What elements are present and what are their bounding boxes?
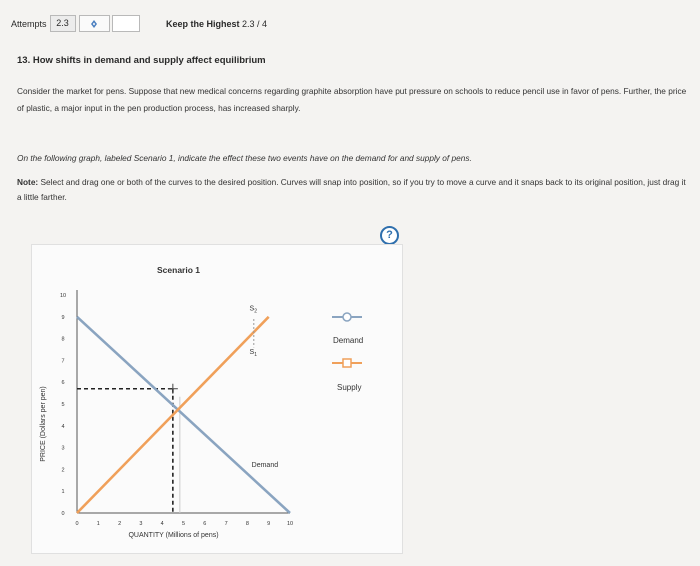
question-paragraph: Consider the market for pens. Suppose that new medical concerns regarding graphite absorption have put pressure on schools to reduce pencil use in favor of pens. Further, the price of plastic, a major input in the pen production process, has increased sharply. xyxy=(17,86,687,113)
x-tick-label-9: 9 xyxy=(267,521,271,527)
diamond-arrows-icon xyxy=(89,19,99,29)
curve-label-1: $S_1$ xyxy=(249,348,257,358)
graph-instruction: On the following graph, labeled Scenario 1, indicate the effect these two events have on the demand for and supply of pens. xyxy=(17,153,472,163)
x-tick-label-6: 6 xyxy=(203,521,207,527)
x-axis-label: QUANTITY (Millions of pens) xyxy=(128,532,219,539)
y-tick-label-10: 10 xyxy=(59,293,67,299)
attempts-label: Attempts xyxy=(11,18,47,29)
question-title: 13. How shifts in demand and supply affect equilibrium xyxy=(17,55,266,66)
y-tick-label-4: 4 xyxy=(61,423,65,430)
y-tick-label-3: 3 xyxy=(61,445,65,452)
y-tick-label-7: 7 xyxy=(61,358,65,365)
scenario-graph xyxy=(32,245,402,553)
y-tick-label-5: 5 xyxy=(61,402,65,408)
y-tick-label-0: 0 xyxy=(61,511,65,517)
demand-curve[interactable] xyxy=(77,317,290,513)
x-tick-label-7: 7 xyxy=(224,521,228,527)
curve-label-0: $S_2$ xyxy=(249,305,257,315)
attempt-extra-box[interactable] xyxy=(112,15,140,32)
x-tick-label-5: 5 xyxy=(181,521,186,527)
x-tick-label-10: 10 xyxy=(286,521,294,527)
x-tick-label-8: 8 xyxy=(245,521,249,527)
note xyxy=(17,175,692,205)
x-tick-label-2: 2 xyxy=(118,521,122,527)
y-tick-label-2: 2 xyxy=(61,467,65,474)
x-tick-label-1: 1 xyxy=(96,521,100,527)
curve-label-2: Demand xyxy=(251,462,279,470)
graph-panel xyxy=(31,244,403,554)
y-tick-label-8: 8 xyxy=(61,336,65,343)
attempt-score: 2.3 xyxy=(50,15,76,32)
legend-supply-marker-icon[interactable] xyxy=(343,359,351,367)
note-text: Select and drag one or both of the curves to the desired position. Curves will snap into position, so if you try to move a curve and it snaps back to its original position, just drag it a little farther. xyxy=(17,177,686,202)
help-icon[interactable]: ? xyxy=(380,226,399,245)
attempt-dropdown-button[interactable] xyxy=(79,15,110,32)
y-axis-label: PRICE (Dollars per pen) xyxy=(40,386,47,462)
legend-demand-marker-icon[interactable] xyxy=(343,313,351,321)
y-tick-label-6: 6 xyxy=(61,380,65,387)
legend-supply-label: Supply xyxy=(337,383,362,392)
x-tick-label-4: 4 xyxy=(160,521,164,527)
attempts-bar xyxy=(11,15,140,32)
legend-demand-label: Demand xyxy=(333,336,364,345)
chart-title: Scenario 1 xyxy=(157,265,200,275)
keep-value: 2.3 / 4 xyxy=(242,19,268,29)
x-tick-label-0: 0 xyxy=(75,521,79,527)
keep-label: Keep the Highest xyxy=(166,19,240,29)
keep-highest xyxy=(166,19,267,29)
y-tick-label-9: 9 xyxy=(61,314,65,321)
note-label: Note: xyxy=(17,177,39,187)
x-tick-label-3: 3 xyxy=(139,521,143,527)
y-tick-label-1: 1 xyxy=(61,489,65,496)
